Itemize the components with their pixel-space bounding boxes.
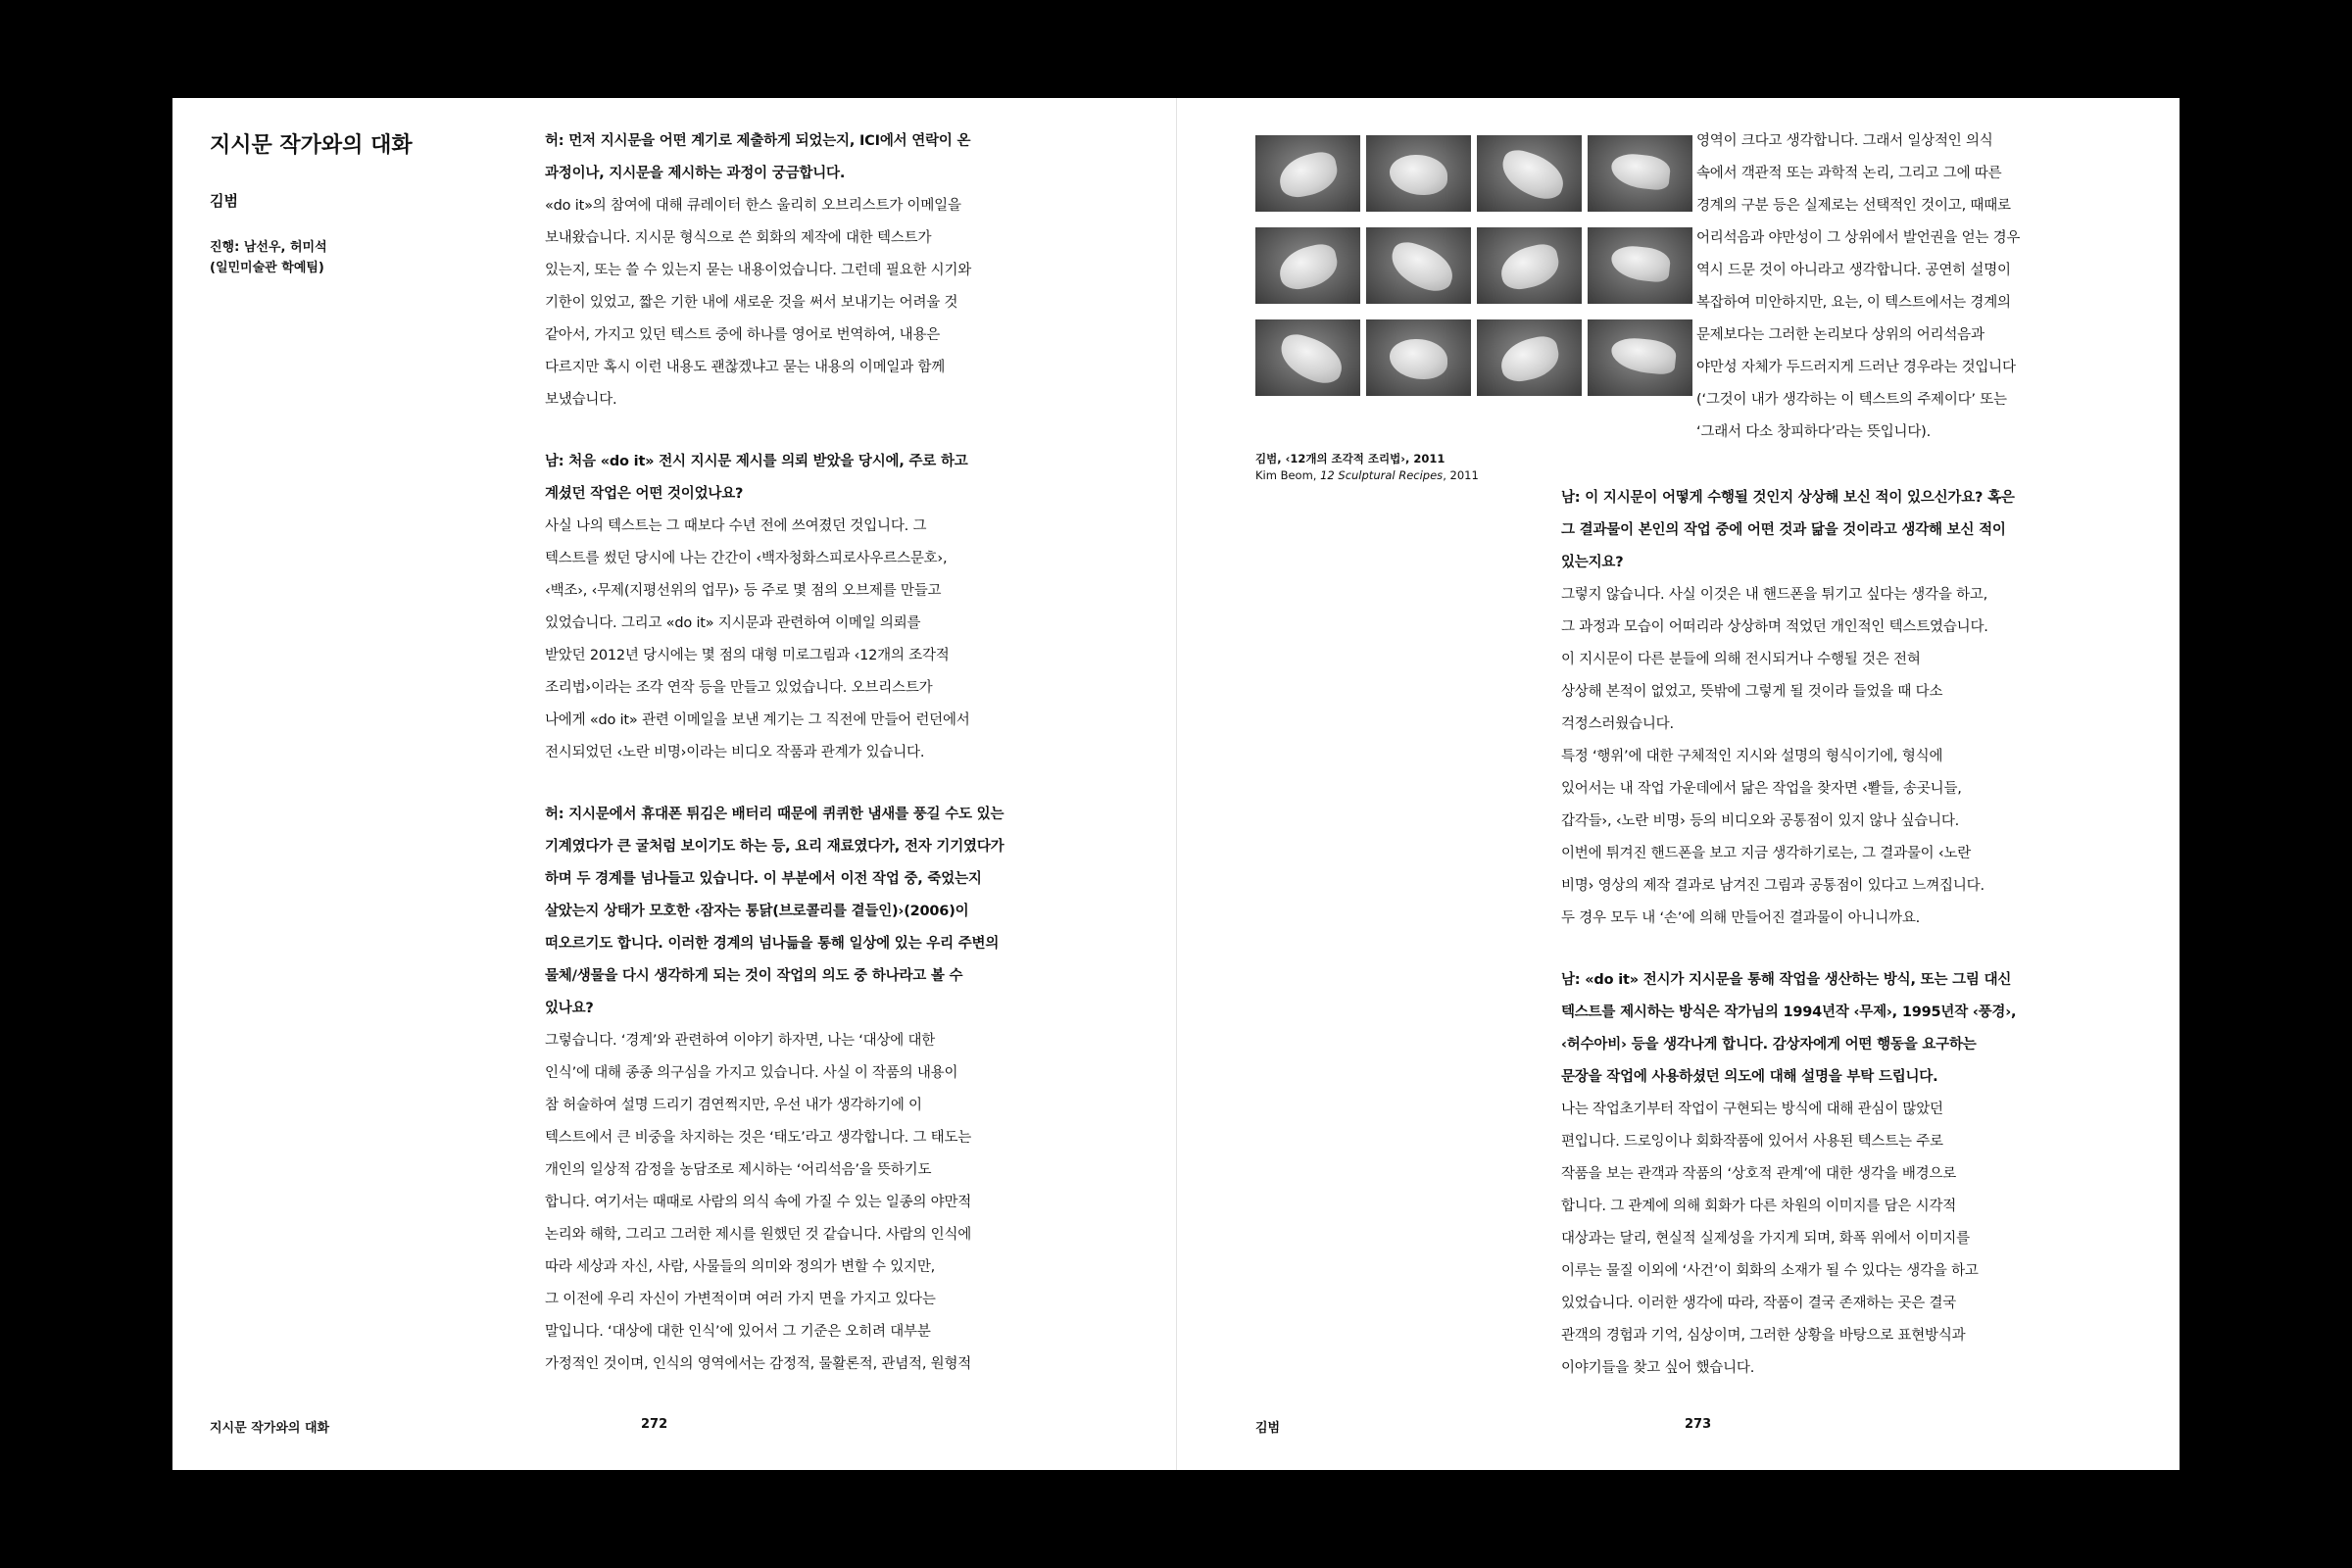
answer-line: 상상해 본적이 없었고, 뜻밖에 그렇게 될 것이라 들었을 때 다소 [1561,684,1943,700]
running-footer-author: 김범 [1255,1421,1281,1436]
interview-credit [210,237,465,278]
answer-line: 받았던 2012년 당시에는 몇 점의 대형 미로그림과 ‹12개의 조각적 [545,648,950,663]
sculpture-shape [1390,155,1448,195]
left-sidebar [210,131,465,278]
answer-line: 편입니다. 드로잉이나 회화작품에 있어서 사용된 텍스트는 주로 [1561,1134,1943,1150]
answer-line: 합니다. 그 관계에 의해 회화가 다른 차원의 이미지를 담은 시각적 [1561,1199,1957,1214]
question-line: 살았는지 상태가 모호한 ‹잠자는 통닭(브로콜리를 곁들인)›(2006)이 [545,904,969,919]
question-line: 과정이나, 지시문을 제시하는 과정이 궁금합니다. [545,166,846,181]
question-line: 하며 두 경계를 넘나들고 있습니다. 이 부분에서 이전 작업 중, 죽었는지 [545,871,982,887]
question-line: 남: 이 지시문이 어떻게 수행될 것인지 상상해 보신 적이 있으신가요? 혹은 [1561,490,2015,506]
answer-line: 조리법›이라는 조각 연작 등을 만들고 있었습니다. 오브리스트가 [545,680,933,696]
sculpture-photo [1588,319,1692,396]
photo-caption [1255,451,1479,484]
answer-line: 기한이 있었고, 짧은 기한 내에 새로운 것을 써서 보내기는 어려울 것 [545,295,958,311]
sculpture-shape [1609,336,1678,376]
answer-line: 같아서, 가지고 있던 텍스트 중에 하나를 영어로 번역하여, 내용은 [545,327,941,343]
answer-line: 그 과정과 모습이 어떠리라 상상하며 적었던 개인적인 텍스트였습니다. [1561,619,1988,635]
answer-line: 합니다. 여기서는 때때로 사람의 의식 속에 가질 수 있는 일종의 야만적 [545,1195,972,1210]
answer-line: 그렇지 않습니다. 사실 이것은 내 핸드폰을 튀기고 싶다는 생각을 하고, [1561,587,1988,603]
answer-line: «do it»의 참여에 대해 큐레이터 한스 울리히 오브리스트가 이메일을 [545,198,961,214]
sculpture-photo [1255,319,1360,396]
answer-line: 특정 ‘행위’에 대한 구체적인 지시와 설명의 형식이기에, 형식에 [1561,749,1943,764]
answer-line: 이루는 물질 이외에 ‘사건’이 회화의 소재가 될 수 있다는 생각을 하고 [1561,1263,1979,1279]
answer-line: 가정적인 것이며, 인식의 영역에서는 감정적, 물활론적, 관념적, 원형적 [545,1356,972,1372]
sculpture-photo [1588,227,1692,304]
answer-line: 다르지만 혹시 이런 내용도 괜찮겠냐고 묻는 내용의 이메일과 함께 [545,360,946,375]
credit-line: 진행: 남선우, 허미석 [210,240,327,255]
question-line: 문장을 작업에 사용하셨던 의도에 대해 설명을 부탁 드립니다. [1561,1069,1938,1085]
answer-line: 있었습니다. 이러한 생각에 따라, 작품이 결국 존재하는 곳은 결국 [1561,1296,1957,1311]
sculpture-shape [1275,241,1341,292]
sculpture-photo [1366,319,1471,396]
caption-korean: 김범, ‹12개의 조각적 조리법›, 2011 [1255,452,1446,466]
question-line: 있나요? [545,1001,594,1016]
answer-line: 있어서는 내 작업 가운데에서 닮은 작업을 찾자면 ‹뽤들, 송곳니들, [1561,781,1962,797]
answer-line: 있었습니다. 그리고 «do it» 지시문과 관련하여 이메일 의뢰를 [545,615,921,631]
answer-line: 경계의 구분 등은 실제로는 선택적인 것이고, 때때로 [1696,198,2011,214]
right-top-column [1696,125,2137,449]
answer-line: (‘그것이 내가 생각하는 이 텍스트의 주제이다’ 또는 [1696,392,2007,408]
sculpture-shape [1390,339,1448,379]
caption-work-title: 12 Sculptural Recipes [1320,468,1444,482]
sculpture-shape [1385,238,1459,296]
question-line: 떠오르기도 합니다. 이러한 경계의 넘나듦을 통해 일상에 있는 우리 주변의 [545,936,1000,952]
answer-line: 텍스트를 썼던 당시에 나는 간간이 ‹백자청화스피로사우르스문호›, [545,551,948,566]
answer-line: 사실 나의 텍스트는 그 때보다 수년 전에 쓰여졌던 것입니다. 그 [545,518,927,534]
sculpture-shape [1274,330,1348,388]
sculpture-photo [1366,135,1471,212]
answer-line: 인식’에 대해 종종 의구심을 가지고 있습니다. 사실 이 작품의 내용이 [545,1065,958,1081]
running-footer-title: 지시문 작가와의 대화 [210,1421,330,1436]
answer-line: 속에서 객관적 또는 과학적 논리, 그리고 그에 따른 [1696,166,2002,181]
question-line: 텍스트를 제시하는 방식은 작가님의 1994년작 ‹무제›, 1995년작 ‹풍경›, [1561,1004,2017,1020]
right-page [1177,98,2180,1470]
answer-line: 이 지시문이 다른 분들에 의해 전시되거나 수행될 것은 전혀 [1561,652,1921,667]
answer-line: 문제보다는 그러한 논리보다 상위의 어리석음과 [1696,327,1984,343]
answer-line: 영역이 크다고 생각합니다. 그래서 일상적인 의식 [1696,133,1993,149]
sculpture-shape [1609,152,1671,191]
left-body-column [545,125,1133,1381]
answer-line: 말입니다. ‘대상에 대한 인식’에 있어서 그 기준은 오히려 대부분 [545,1324,931,1340]
sculpture-photo [1366,227,1471,304]
sculpture-shape [1496,241,1562,292]
answer-line: 어리석음과 야만성이 그 상위에서 발언권을 얻는 경우 [1696,230,2021,246]
answer-line: 작품을 보는 관객과 작품의 ‘상호적 관계’에 대한 생각을 배경으로 [1561,1166,1957,1182]
page-number: 273 [1685,1417,1712,1432]
sculpture-photo [1477,319,1582,396]
sculpture-photo [1477,135,1582,212]
sculpture-shape [1496,333,1562,384]
answer-line: 걱정스러웠습니다. [1561,716,1674,732]
question-line: 허: 지시문에서 휴대폰 튀김은 배터리 때문에 퀴퀴한 냄새를 풍길 수도 있는 [545,807,1004,822]
question-line: 남: «do it» 전시가 지시문을 통해 작업을 생산하는 방식, 또는 그림 대신 [1561,972,2012,988]
author-name: 김범 [210,192,238,210]
question-line: 계셨던 작업은 어떤 것이었나요? [545,486,744,502]
answer-line: 두 경우 모두 내 ‘손’에 의해 만들어진 결과물이 아니니까요. [1561,910,1921,926]
caption-english [1255,467,1479,484]
answer-line: ‹백조›, ‹무제(지평선위의 업무)› 등 주로 몇 점의 오브제를 만들고 [545,583,942,599]
caption-year: , 2011 [1443,468,1479,482]
answer-line: 갑각들›, ‹노란 비명› 등의 비디오와 공통점이 있지 않나 싶습니다. [1561,813,1960,829]
answer-line: 텍스트에서 큰 비중을 차지하는 것은 ‘태도’라고 생각합니다. 그 태도는 [545,1130,972,1146]
answer-line: 이번에 튀겨진 핸드폰을 보고 지금 생각하기로는, 그 결과물이 ‹노란 [1561,846,1972,861]
answer-line: 나는 작업초기부터 작업이 구현되는 방식에 대해 관심이 많았던 [1561,1102,1943,1117]
sculpture-photo [1588,135,1692,212]
question-line: 그 결과물이 본인의 작업 중에 어떤 것과 닮을 것이라고 생각해 보신 적이 [1561,522,2006,538]
page-title: 지시문 작가와의 대화 [210,133,413,158]
sculpture-shape [1275,149,1341,200]
left-page [172,98,1176,1470]
question-line: 물체/생물을 다시 생각하게 되는 것이 작업의 의도 중 하나라고 볼 수 [545,968,963,984]
sculpture-photo-grid [1255,135,1692,396]
answer-line: 그 이전에 우리 자신이 가변적이며 여러 가지 면을 가지고 있다는 [545,1292,936,1307]
answer-line: ‘그래서 다소 창피하다’라는 뜻입니다). [1696,424,1932,440]
sculpture-shape [1495,146,1570,204]
question-line: ‹허수아비› 등을 생각나게 합니다. 감상자에게 어떤 행동을 요구하는 [1561,1037,1977,1053]
question-line: 기계였다가 큰 굴처럼 보이기도 하는 등, 요리 재료였다가, 전자 기기였다가 [545,839,1004,855]
question-line: 있는지요? [1561,555,1624,570]
sculpture-photo [1477,227,1582,304]
answer-line: 보내왔습니다. 지시문 형식으로 쓴 회화의 제작에 대한 텍스트가 [545,230,932,246]
sculpture-photo [1255,227,1360,304]
question-line: 허: 먼저 지시문을 어떤 계기로 제출하게 되었는지, ICI에서 연락이 온 [545,133,971,149]
answer-line: 참 허술하여 설명 드리기 겸연쩍지만, 우선 내가 생각하기에 이 [545,1098,922,1113]
answer-line: 따라 세상과 자신, 사람, 사물들의 의미와 정의가 변할 수 있지만, [545,1259,936,1275]
answer-line: 개인의 일상적 감정을 농담조로 제시하는 ‘어리석음’을 뜻하기도 [545,1162,932,1178]
answer-line: 나에게 «do it» 관련 이메일을 보낸 계기는 그 직전에 만들어 런던에서 [545,712,970,728]
sculpture-shape [1609,244,1671,283]
answer-line: 논리와 해학, 그리고 그러한 제시를 원했던 것 같습니다. 사람의 인식에 [545,1227,972,1243]
caption-artist: Kim Beom, [1255,468,1321,482]
book-spread [172,98,2180,1470]
question-line: 남: 처음 «do it» 전시 지시문 제시를 의뢰 받았을 당시에, 주로 하고 [545,454,968,469]
answer-line: 그렇습니다. ‘경계’와 관련하여 이야기 하자면, 나는 ‘대상에 대한 [545,1033,936,1049]
answer-line: 전시되었던 ‹노란 비명›이라는 비디오 작품과 관계가 있습니다. [545,745,925,760]
answer-line: 비명› 영상의 제작 결과로 남겨진 그림과 공통점이 있다고 느껴집니다. [1561,878,1984,894]
answer-line: 대상과는 달리, 현실적 실제성을 가지게 되며, 화폭 위에서 이미지를 [1561,1231,1970,1247]
credit-line: (일민미술관 학예팀) [210,261,324,275]
answer-line: 관객의 경험과 기억, 심상이며, 그러한 상황을 바탕으로 표현방식과 [1561,1328,1966,1344]
answer-line: 있는지, 또는 쓸 수 있는지 묻는 내용이었습니다. 그런데 필요한 시기와 [545,263,972,278]
right-body-column [1561,482,2149,1385]
answer-line: 야만성 자체가 두드러지게 드러난 경우라는 것입니다 [1696,360,2016,375]
answer-line: 복잡하여 미안하지만, 요는, 이 텍스트에서는 경계의 [1696,295,2011,311]
sculpture-photo [1255,135,1360,212]
answer-line: 역시 드문 것이 아니라고 생각합니다. 공연히 설명이 [1696,263,2011,278]
page-number: 272 [641,1417,668,1432]
answer-line: 보냈습니다. [545,392,617,408]
answer-line: 이야기들을 찾고 싶어 했습니다. [1561,1360,1755,1376]
